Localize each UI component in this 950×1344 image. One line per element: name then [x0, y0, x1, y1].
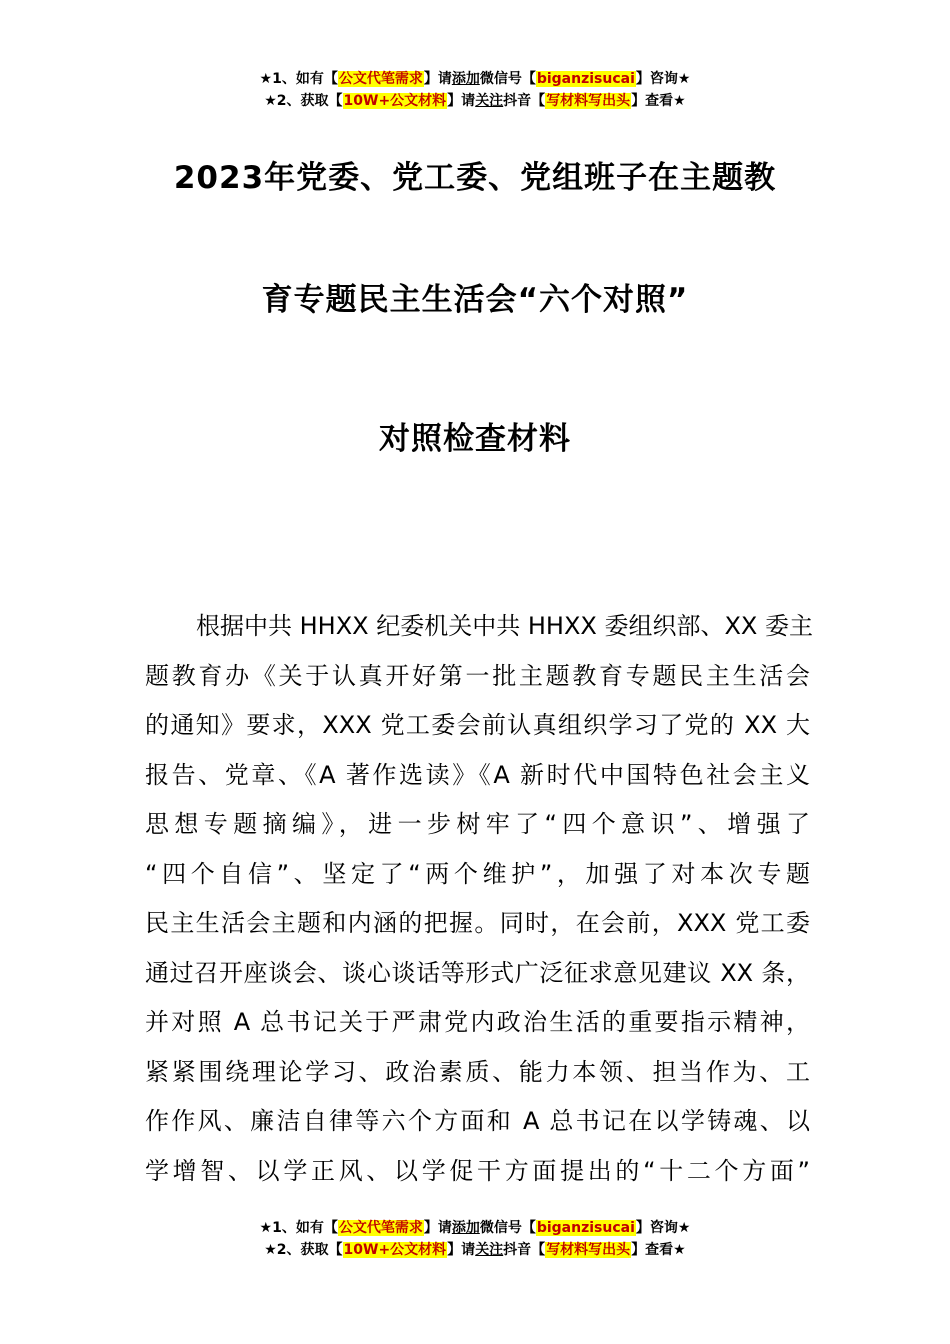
paragraph-line: 的通知》要求，XXX 党工委会前认真组织学习了党的 XX 大: [145, 711, 810, 739]
paragraph-line: 作作风、廉洁自律等六个方面和 A 总书记在以学铸魂、以: [145, 1107, 810, 1135]
banner-text: 】查看★: [631, 93, 686, 109]
banner-text: 抖音【: [503, 93, 546, 109]
header-banner: [0, 68, 950, 112]
banner-text: 】请: [447, 1242, 476, 1258]
paragraph-line: 报告、党章、《A 著作选读》《A 新时代中国特色社会主义: [145, 760, 810, 789]
document-title-line-1: 2023年党委、党工委、党组班子在主题教: [173, 160, 777, 196]
banner-text: 微信号【: [479, 71, 536, 87]
paragraph-line: 学增智、以学正风、以学促干方面提出的“十二个方面”: [145, 1156, 810, 1185]
banner-text: 】咨询★: [635, 71, 691, 87]
banner-text: ★1、如有【: [259, 71, 338, 87]
service-highlight: 公文代笔需求: [338, 71, 423, 87]
banner-line-2: [0, 1239, 950, 1261]
banner-text: 微信号【: [479, 1220, 536, 1236]
document-title-line-2: 育专题民主生活会“六个对照”: [261, 282, 689, 318]
service-highlight: 公文代笔需求: [338, 1220, 423, 1236]
paragraph-line: 通过召开座谈会、谈心谈话等形式广泛征求意见建议 XX 条，: [145, 958, 810, 987]
paragraph-line: 思想专题摘编》，进一步树牢了“四个意识”、增强了: [145, 810, 810, 838]
paragraph-line: “四个自信”、坚定了“两个维护”，加强了对本次专题: [145, 859, 810, 888]
banner-text: 】请: [447, 93, 476, 109]
add-underlined: 添加: [451, 71, 480, 87]
footer-banner: [0, 1217, 950, 1261]
paragraph-line: 根据中共 HHXX 纪委机关中共 HHXX 委组织部、XX 委主: [196, 612, 813, 640]
banner-text: ★2、获取【: [264, 93, 343, 109]
paragraph-line: 民主生活会主题和内涵的把握。同时，在会前，XXX 党工委: [145, 909, 810, 937]
paragraph-line: 紧紧围绕理论学习、政治素质、能力本领、担当作为、工: [145, 1057, 810, 1086]
banner-line-2: [0, 90, 950, 112]
follow-underlined: 关注: [475, 1242, 504, 1258]
wechat-id-highlight: biganzisucai: [536, 71, 635, 87]
banner-line-1: [0, 1217, 950, 1239]
follow-underlined: 关注: [475, 93, 504, 109]
douyin-account-highlight: 写材料写出头: [546, 93, 631, 109]
banner-text: 】查看★: [631, 1242, 686, 1258]
paragraph-line: 并对照 A 总书记关于严肃党内政治生活的重要指示精神，: [145, 1008, 810, 1036]
banner-line-1: [0, 68, 950, 90]
banner-text: 】请: [423, 1220, 452, 1236]
wechat-id-highlight: biganzisucai: [536, 1220, 635, 1236]
paragraph-line: 题教育办《关于认真开好第一批主题教育专题民主生活会: [145, 661, 810, 690]
douyin-account-highlight: 写材料写出头: [546, 1242, 631, 1258]
document-title-line-3: 对照检查材料: [379, 421, 571, 457]
banner-text: 抖音【: [503, 1242, 546, 1258]
banner-text: 】咨询★: [635, 1220, 691, 1236]
materials-highlight: 10W+公文材料: [343, 1242, 447, 1258]
add-underlined: 添加: [451, 1220, 480, 1236]
banner-text: 】请: [423, 71, 452, 87]
banner-text: ★2、获取【: [264, 1242, 343, 1258]
body-paragraph: [145, 602, 813, 1196]
materials-highlight: 10W+公文材料: [343, 93, 447, 109]
banner-text: ★1、如有【: [259, 1220, 338, 1236]
